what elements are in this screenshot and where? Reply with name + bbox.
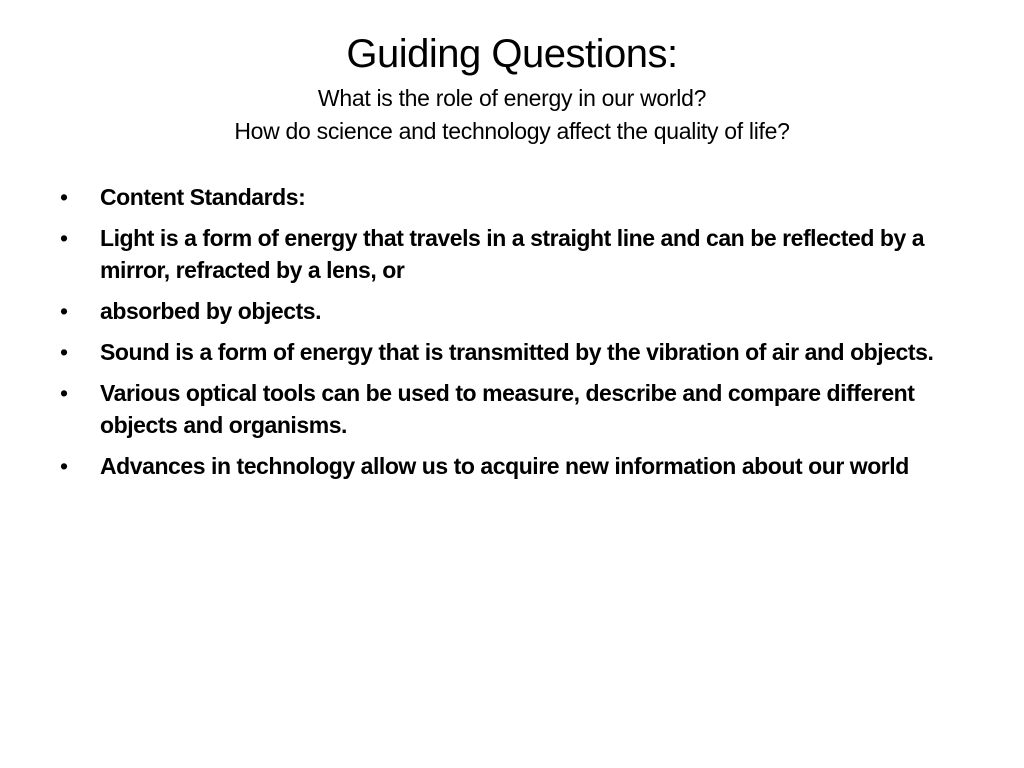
bullet-text: Sound is a form of energy that is transmitted by the vibration of air and objects. bbox=[100, 339, 934, 365]
subtitle-line: What is the role of energy in our world? bbox=[317, 85, 707, 111]
bullet-text: absorbed by objects. bbox=[100, 298, 322, 324]
bullet-text: Advances in technology allow us to acquire new information about our world bbox=[100, 453, 909, 479]
bullet-icon: • bbox=[60, 453, 68, 479]
bullet-icon: • bbox=[60, 380, 68, 406]
bullet-item bbox=[58, 450, 988, 482]
slide-title: Guiding Questions: bbox=[346, 32, 678, 76]
bullet-text: Light is a form of energy that travels in a straight line and can be reflected by a mirror, refracted by a lens, or bbox=[100, 225, 925, 283]
bullet-item bbox=[58, 377, 988, 441]
bullet-icon: • bbox=[60, 225, 68, 251]
bullet-text: Various optical tools can be used to measure, describe and compare different objects and organisms. bbox=[100, 380, 915, 438]
title-block bbox=[40, 26, 984, 148]
bullet-item bbox=[58, 181, 988, 213]
bullet-item bbox=[58, 222, 988, 286]
bullet-text: Content Standards: bbox=[100, 184, 306, 210]
bullet-icon: • bbox=[60, 339, 68, 365]
bullet-icon: • bbox=[60, 184, 68, 210]
bullet-list bbox=[58, 181, 988, 491]
bullet-icon: • bbox=[60, 298, 68, 324]
subtitle-line: How do science and technology affect the quality of life? bbox=[234, 118, 790, 144]
bullet-item bbox=[58, 336, 988, 368]
bullet-item bbox=[58, 295, 988, 327]
